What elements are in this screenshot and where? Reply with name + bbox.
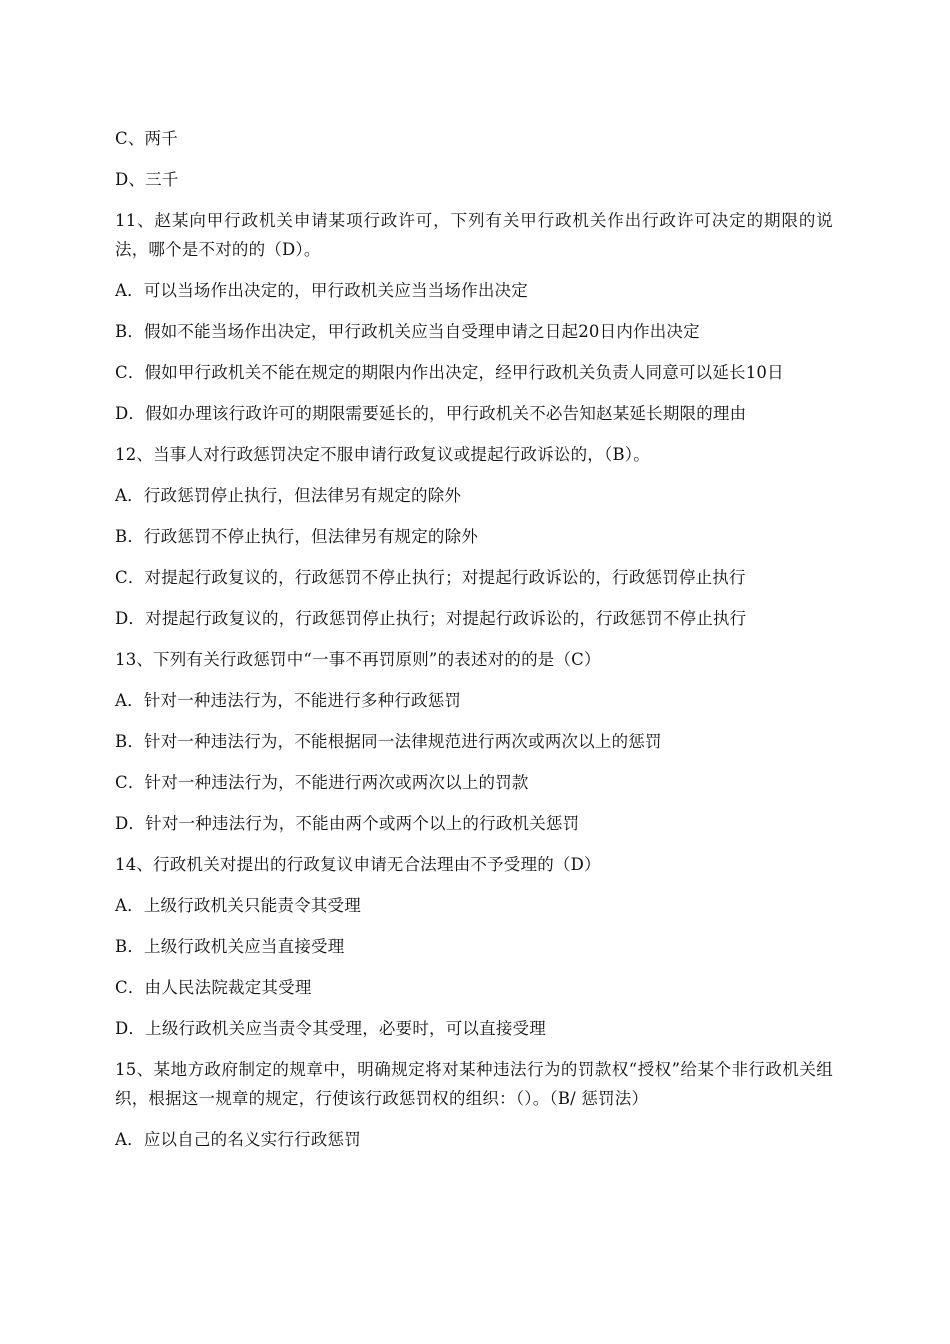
question-11-option-b: B．假如不能当场作出决定，甲行政机关应当自受理申请之日起20日内作出决定 (115, 322, 700, 341)
question-14-option-a: A．上级行政机关只能责令其受理 (115, 896, 361, 915)
question-14-option-c: C．由人民法院裁定其受理 (115, 978, 312, 997)
document-body (115, 124, 833, 1154)
question-13-option-d: D．针对一种违法行为，不能由两个或两个以上的行政机关惩罚 (115, 814, 580, 833)
question-13-option-b: B．针对一种违法行为，不能根据同一法律规范进行两次或两次以上的惩罚 (115, 732, 662, 751)
question-12-option-a: A．行政惩罚停止执行，但法律另有规定的除外 (115, 486, 462, 505)
question-14-option-d: D．上级行政机关应当责令其受理，必要时，可以直接受理 (115, 1019, 546, 1038)
question-11-option-d: D．假如办理该行政许可的期限需要延长的，甲行政机关不必告知赵某延长期限的理由 (115, 404, 747, 423)
question-12-option-d: D．对提起行政复议的，行政惩罚停止执行；对提起行政诉讼的，行政惩罚不停止执行 (115, 609, 747, 628)
question-11-option-c: C．假如甲行政机关不能在规定的期限内作出决定，经甲行政机关负责人同意可以延长10日 (115, 363, 784, 382)
question-12-option-c: C．对提起行政复议的，行政惩罚不停止执行；对提起行政诉讼的，行政惩罚停止执行 (115, 568, 746, 587)
question-13-option-c: C．针对一种违法行为，不能进行两次或两次以上的罚款 (115, 773, 529, 792)
question-15: 15、某地方政府制定的规章中，明确规定将对某种违法行为的罚款权“授权”给某个非行政机关组织，根据这一规章的规定，行使该行政惩罚权的组织：（）。（B/ 惩罚法） (115, 1060, 833, 1108)
option-d-line: D、三千 (115, 170, 179, 189)
question-13: 13、下列有关行政惩罚中“一事不再罚原则”的表述对的的是（C） (115, 650, 601, 669)
question-11: 11、赵某向甲行政机关申请某项行政许可，下列有关甲行政机关作出行政许可决定的期限的说法，哪个是不对的的（D）。 (115, 211, 833, 259)
question-11-option-a: A．可以当场作出决定的，甲行政机关应当当场作出决定 (115, 281, 528, 300)
question-14: 14、行政机关对提出的行政复议申请无合法理由不予受理的（D） (115, 855, 601, 874)
option-c-line: C、两千 (115, 129, 178, 148)
question-12-option-b: B．行政惩罚不停止执行，但法律另有规定的除外 (115, 527, 479, 546)
question-12: 12、当事人对行政惩罚决定不服申请行政复议或提起行政诉讼的，（B）。 (115, 445, 650, 464)
question-14-option-b: B．上级行政机关应当直接受理 (115, 937, 345, 956)
question-15-option-a: A．应以自己的名义实行行政惩罚 (115, 1130, 361, 1149)
question-13-option-a: A．针对一种违法行为，不能进行多种行政惩罚 (115, 691, 462, 710)
